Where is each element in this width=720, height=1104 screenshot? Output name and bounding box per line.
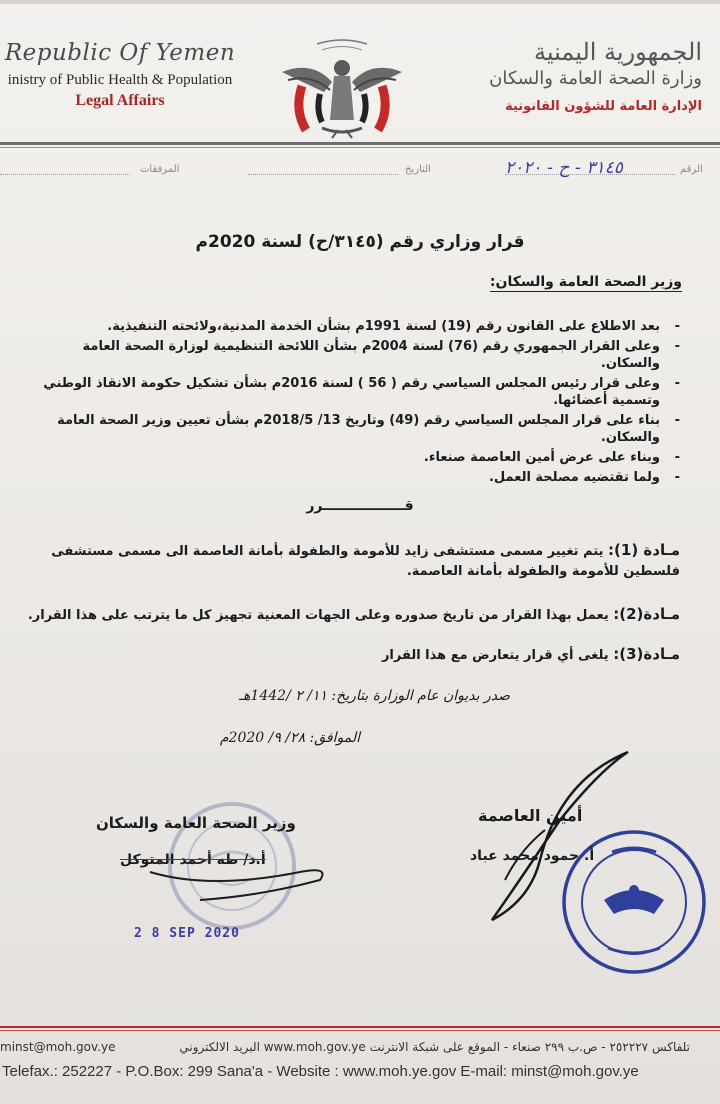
- number-label: الرقم: [680, 164, 703, 175]
- en-republic-name: Republic Of Yemen: [4, 40, 236, 66]
- reference-number: ٣١٤٥ - ح - ٢٠٢٠: [505, 158, 623, 178]
- date-label: التاريخ: [405, 164, 431, 175]
- decides-heading: قـــــــــــــــــرر: [306, 498, 414, 514]
- preamble-item: - بناء على قرار المجلس السياسي رقم (49) وتاريخ 13/ 2018/5م بشأن تعيين وزير الصحة العامة والسكان.: [40, 412, 680, 446]
- preamble-item: - وعلى قرار رئيس المجلس السياسي رقم ( 56 ) لسنة 2016م بشأن تشكيل حكومة الانقاذ الوطني وتسمية أعضائها.: [40, 375, 680, 409]
- minister-title: وزير الصحة العامة والسكان: [96, 814, 296, 832]
- decree-title: قرار وزاري رقم (٣١٤٥/ح) لسنة 2020م: [195, 232, 525, 252]
- attachments-label: المرفقات: [140, 164, 180, 175]
- en-ministry-name: inistry of Public Health & Population: [7, 72, 233, 88]
- footer-email: minst@moh.gov.ye: [0, 1040, 116, 1054]
- footer-divider-thin: [0, 1030, 720, 1031]
- corresponding-date: الموافق: ٢٨/ ٩/ 2020م: [219, 730, 360, 746]
- ar-republic-name: الجمهورية اليمنية: [533, 38, 702, 66]
- article-text: يلغى أي قرار يتعارض مع هذا القرار: [381, 648, 609, 663]
- ar-ministry-name: وزارة الصحة العامة والسكان: [489, 68, 702, 89]
- preamble-item: - ولما تقتضيه مصلحة العمل.: [40, 469, 680, 486]
- ar-department-name: الإدارة العامة للشؤون القانونية: [505, 99, 702, 114]
- secretary-title: أمين العاصمة: [478, 806, 583, 825]
- footer-english-contact: Telefax.: 252227 - P.O.Box: 299 Sana'a - Website : www.moh.ye.gov E-mail: minst@moh.gov.ye: [2, 1063, 639, 1080]
- article-text: يتم تغيير مسمى مستشفى زايد للأمومة والطفولة بأمانة العاصمة الى مسمى مستشفى فلسطين للأمومة والطفولة بأمانة العاصمة.: [51, 544, 680, 579]
- preamble-item: - وعلى القرار الجمهوري رقم (76) لسنة 2004م بشأن اللائحة التنظيمية لوزارة الصحة العامة والسكان.: [40, 338, 680, 372]
- footer-divider: [0, 1026, 720, 1028]
- article-label: مـادة(2):: [613, 605, 680, 623]
- secretary-name: أ. حمود محمد عباد: [470, 848, 595, 864]
- article-label: مـادة (1):: [608, 541, 680, 559]
- article-label: مـادة(3):: [613, 645, 680, 663]
- received-date-stamp: 2 8 SEP 2020: [134, 926, 240, 941]
- preamble-item: - وبناء على عرض أمين العاصمة صنعاء.: [40, 449, 680, 466]
- issued-date: صدر بديوان عام الوزارة بتاريخ: ١١/ ٢ /1442هـ: [238, 688, 510, 704]
- article-text: يعمل بهذا القرار من تاريخ صدوره وعلى الجهات المعنية تجهيز كل ما يترتب على هذا القرار.: [27, 608, 609, 623]
- preamble-item: - بعد الاطلاع على القانون رقم (19) لسنة 1991م بشأن الخدمة المدنية،ولائحته التنفيذية.: [40, 318, 680, 335]
- en-department-name: Legal Affairs: [75, 92, 165, 109]
- minister-name: أ.د/ طه أحمد المتوكل: [120, 852, 266, 868]
- footer-arabic-contact: تلفاكس ٢٥٢٢٢٧ - ص.ب ٢٩٩ صنعاء - الموقع على شبكة الانترنت www.moh.gov.ye البريد الالكتروني: [179, 1040, 690, 1054]
- decree-issuer: وزير الصحة العامة والسكان:: [489, 274, 682, 290]
